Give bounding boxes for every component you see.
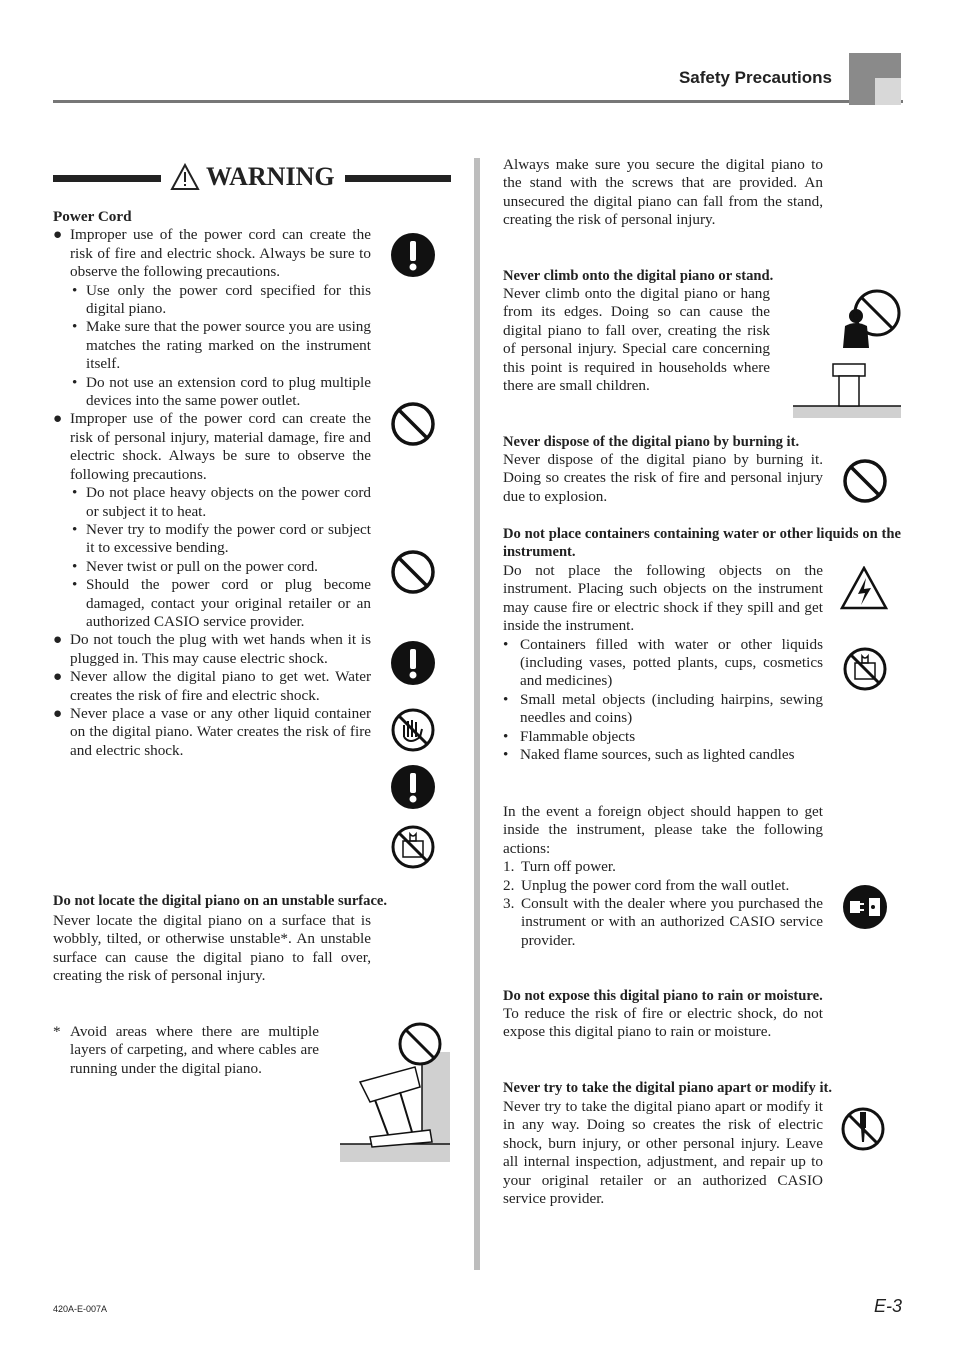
warning-triangle-icon bbox=[170, 163, 200, 191]
liquid-text: Do not place the following objects on the instrument. Placing such objects on the instrument may cause fire or electric shock if they spill and get inside the instrument. bbox=[503, 562, 823, 635]
sub-item: • Never twist or pull on the power cord. bbox=[72, 557, 318, 575]
list-item: ● Never allow the digital piano to get wet. Water creates the risk of fire and electric shock. bbox=[53, 668, 371, 704]
footnote: * Avoid areas where there are multiple layers of carpeting, and where cables are running under the digital piano. bbox=[53, 1023, 319, 1077]
foreign-text: In the event a foreign object should happen to get inside the instrument, please take the following actions: bbox=[503, 803, 823, 857]
list-item: • Naked flame sources, such as lighted candles bbox=[503, 746, 795, 764]
list-item: ● Improper use of the power cord can create the risk of personal injury, material damage, fire and electric shock. Always be sure to observe the following precautions. bbox=[53, 410, 371, 483]
list-item: ● Improper use of the power cord can create the risk of fire and electric shock. Always be sure to observe the following precautions. bbox=[53, 226, 371, 281]
stand-text: Always make sure you secure the digital piano to the stand with the screws that are provided. An unsecured the digital piano can fall from the stand, creating the risk of personal injury. bbox=[503, 156, 823, 229]
power-cord-section bbox=[53, 208, 371, 760]
prohibited-icon bbox=[390, 401, 436, 447]
rain-text: To reduce the risk of fire or electric shock, do not expose this digital piano to rain or moisture. bbox=[503, 1005, 823, 1041]
list-item: • Flammable objects bbox=[503, 727, 636, 745]
list-item: ● Never place a vase or any other liquid container on the digital piano. Water creates the risk of fire and electric shock. bbox=[53, 704, 371, 759]
exclamation-icon bbox=[390, 232, 436, 278]
unstable-surface-icon bbox=[340, 1022, 450, 1162]
warning-heading bbox=[170, 162, 335, 192]
list-item: ● Do not touch the plug with wet hands when it is plugged in. This may cause electric shock. bbox=[53, 631, 371, 667]
modify-text: Never try to take the digital piano apart or modify it in any way. Doing so creates the risk of electric shock, burn injury, or other personal injury. Leave all internal inspection, adjustment, and repair up to your original retailer or an authorized CASIO service provider. bbox=[503, 1098, 823, 1208]
document-code: 420A-E-007A bbox=[53, 1304, 108, 1314]
liquid-section bbox=[503, 562, 823, 764]
sub-item: • Do not place heavy objects on the power cord or subject it to heat. bbox=[72, 484, 371, 520]
no-wet-hands-icon bbox=[390, 707, 436, 753]
unplug-icon bbox=[842, 884, 888, 930]
no-vase-icon bbox=[842, 646, 888, 692]
rain-heading: Do not expose this digital piano to rain or moisture. bbox=[503, 988, 823, 1004]
modify-heading: Never try to take the digital piano apart or modify it. bbox=[503, 1080, 833, 1096]
exclamation-icon bbox=[390, 640, 436, 686]
warning-bar-right bbox=[345, 175, 451, 182]
page-number: E-3 bbox=[873, 1296, 902, 1316]
sub-item: • Do not use an extension cord to plug multiple devices into the same power outlet. bbox=[72, 373, 371, 410]
header-tab-block-inner bbox=[875, 78, 901, 105]
unstable-text: Never locate the digital piano on a surface that is wobbly, tilted, or otherwise unstable*. An unstable surface can cause the digital piano to fall over, creating the risk of personal injury. bbox=[53, 912, 371, 985]
list-item: • Small metal objects (including hairpins, sewing needles and coins) bbox=[503, 690, 823, 727]
sub-item: • Make sure that the power source you are using matches the rating marked on the instrument itself. bbox=[72, 318, 371, 373]
warning-bar-left bbox=[53, 175, 161, 182]
unstable-heading: Do not locate the digital piano on an unstable surface. bbox=[53, 893, 388, 909]
prohibited-icon bbox=[390, 549, 436, 595]
electric-hazard-icon bbox=[840, 566, 888, 610]
foreign-section bbox=[503, 803, 823, 950]
sub-item: • Never try to modify the power cord or subject it to excessive bending. bbox=[72, 520, 371, 557]
no-disassembly-icon bbox=[840, 1106, 886, 1152]
sub-item: • Should the power cord or plug become damaged, contact your original retailer or an authorized CASIO service provider. bbox=[72, 576, 371, 630]
sub-item: • Use only the power cord specified for this digital piano. bbox=[72, 281, 371, 318]
step-item: 3. Consult with the dealer where you purchased the instrument or with an authorized CASIO service provider. bbox=[503, 895, 823, 949]
column-divider bbox=[474, 158, 480, 1270]
no-vase-icon bbox=[390, 824, 436, 870]
header-rule bbox=[53, 100, 903, 103]
power-cord-heading: Power Cord bbox=[53, 208, 132, 225]
bullet-dot: ● bbox=[53, 226, 63, 244]
climb-heading: Never climb onto the digital piano or stand. bbox=[503, 268, 774, 284]
burn-text: Never dispose of the digital piano by burning it. Doing so creates the risk of fire and personal injury due to explosion. bbox=[503, 451, 823, 505]
no-climbing-icon bbox=[793, 286, 901, 418]
climb-text: Never climb onto the digital piano or hang from its edges. Doing so can cause the digital piano to fall over, creating the risk of personal injury. Special care concerning this point is required in households where there are small children. bbox=[503, 285, 770, 395]
step-item: 2. Unplug the power cord from the wall outlet. bbox=[503, 876, 790, 894]
list-item: • Containers filled with water or other liquids (including vases, potted plants, cups, cosmetics and medicines) bbox=[503, 635, 823, 690]
liquid-heading: Do not place containers containing water or other liquids on the instrument. bbox=[503, 526, 901, 561]
exclamation-icon bbox=[390, 764, 436, 810]
section-title: Safety Precautions bbox=[678, 68, 832, 87]
burn-heading: Never dispose of the digital piano by burning it. bbox=[503, 434, 800, 450]
step-item: 1. Turn off power. bbox=[503, 858, 616, 876]
warning-title: WARNING bbox=[206, 162, 335, 191]
prohibited-icon bbox=[842, 458, 888, 504]
